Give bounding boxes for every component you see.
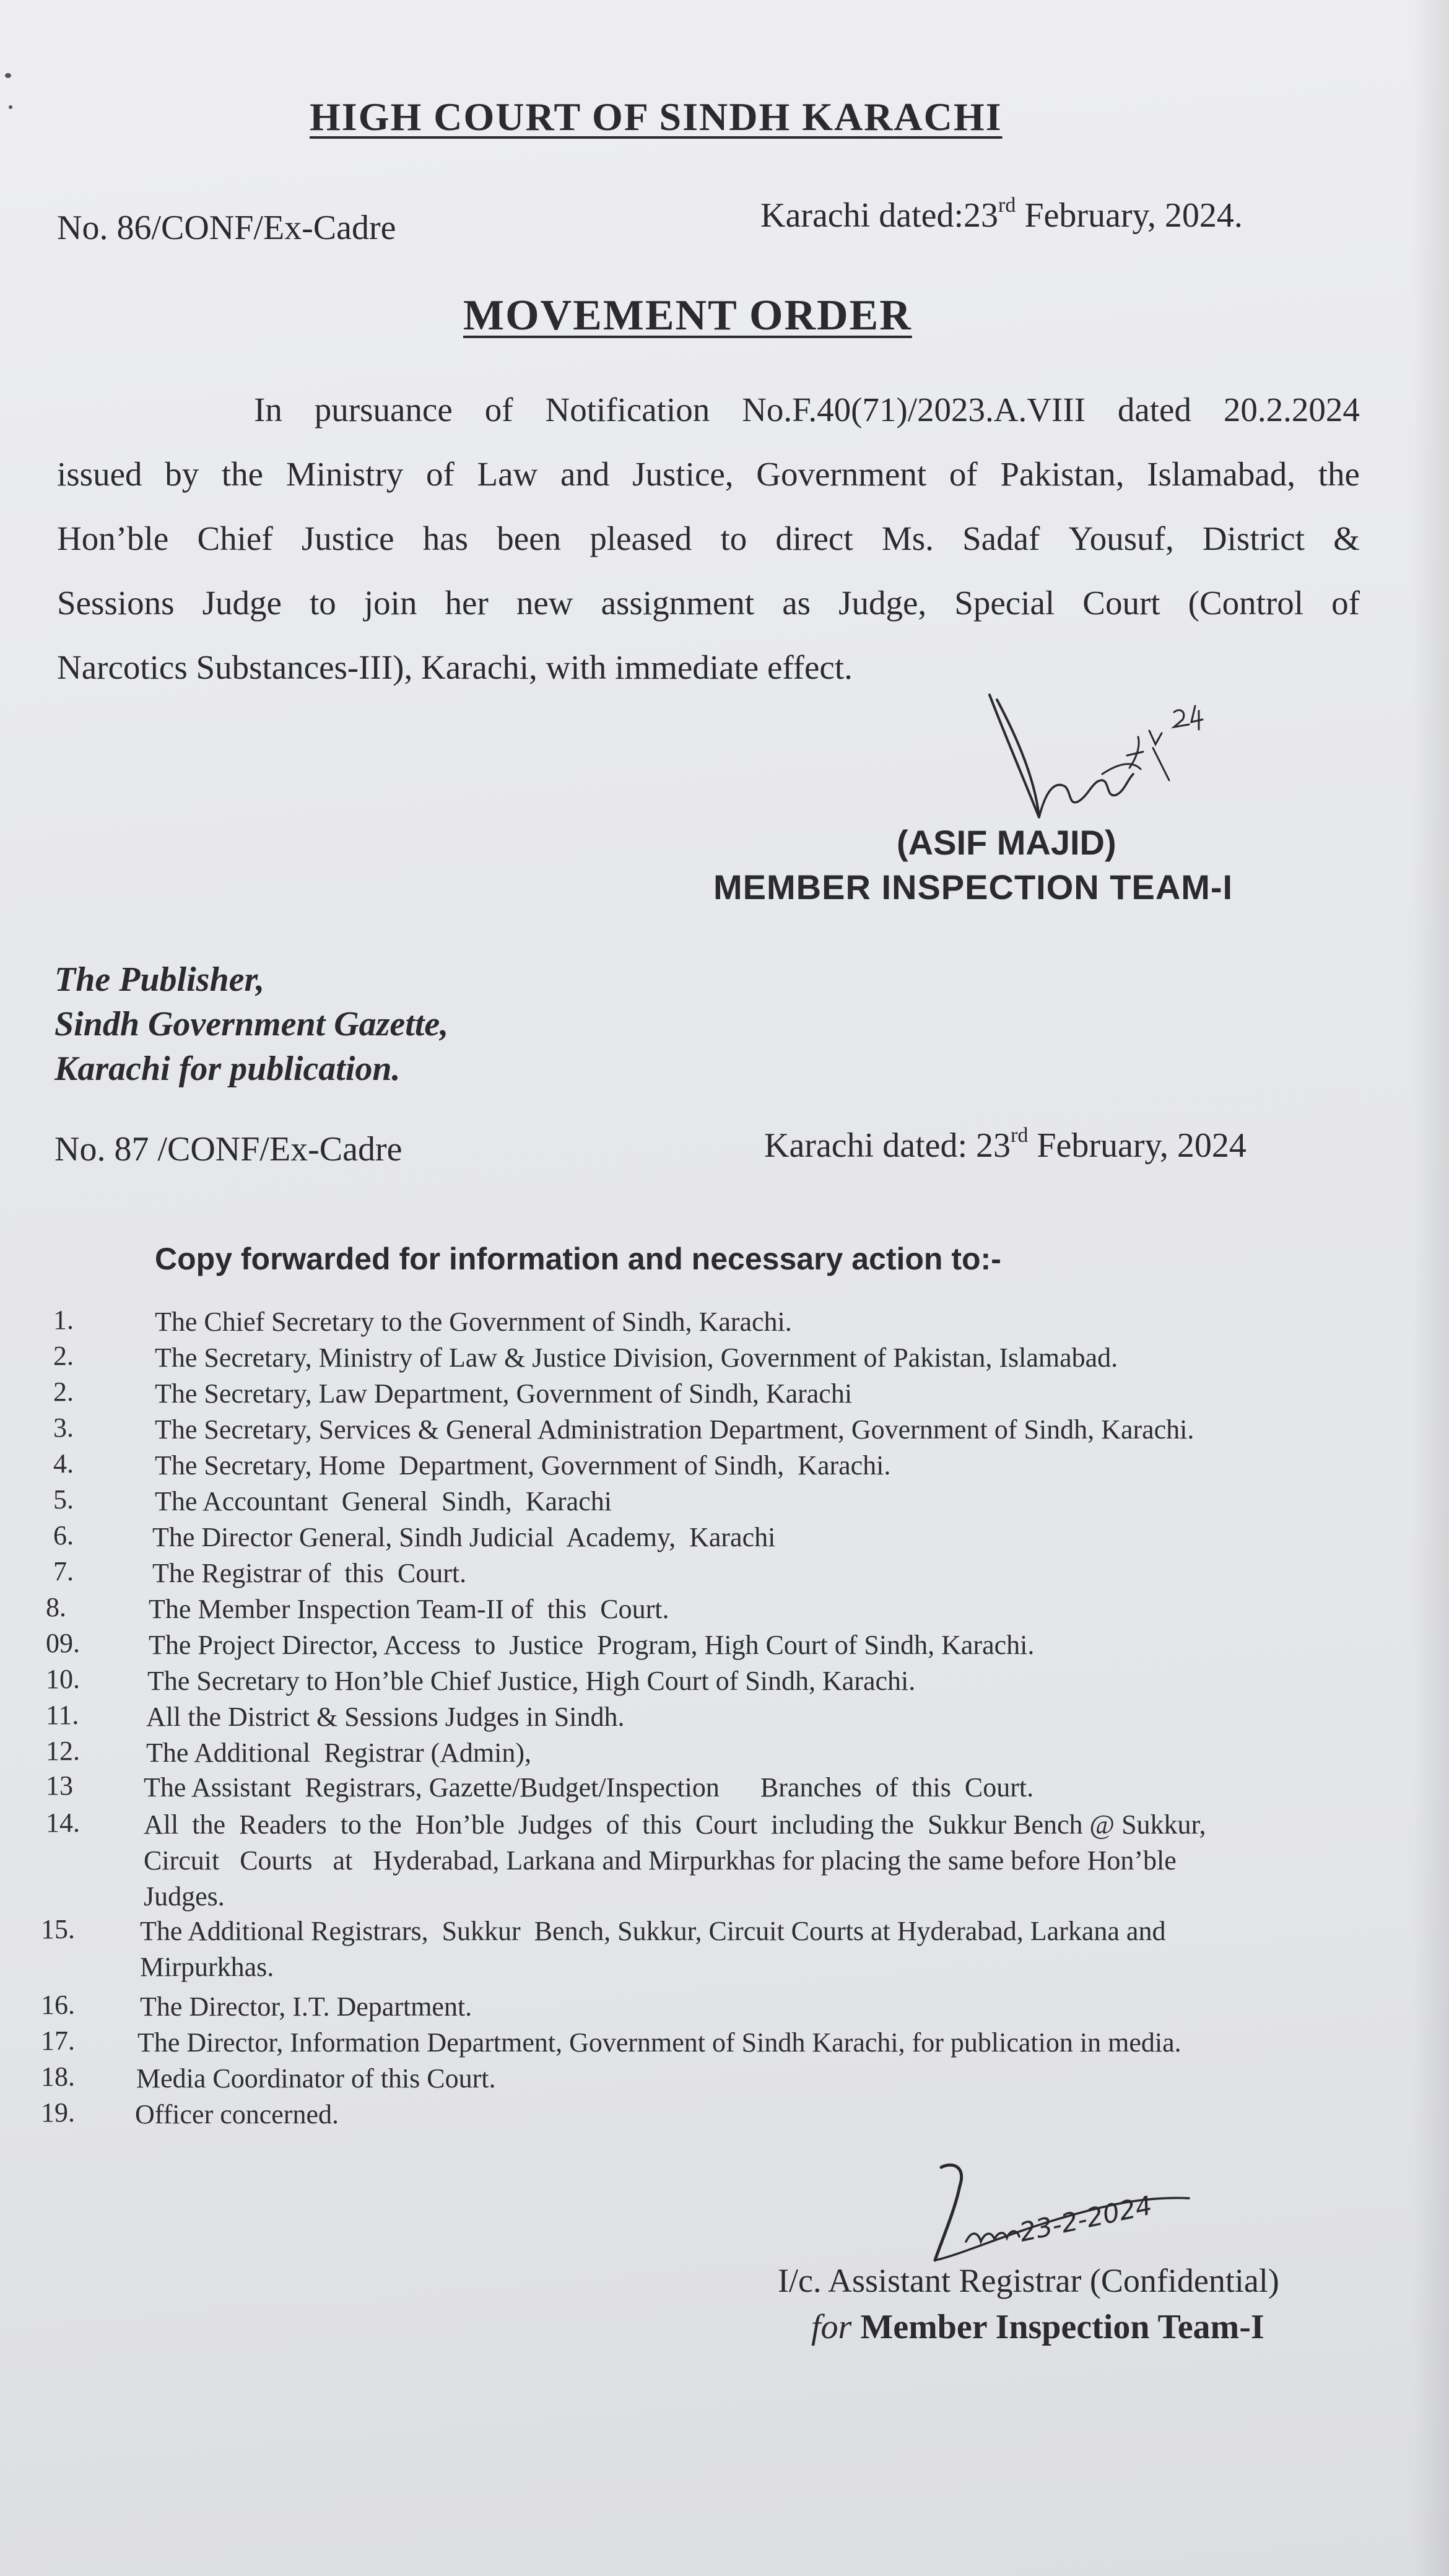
distribution-item-number: 11. [46, 1700, 79, 1730]
order-word: pleased [590, 520, 692, 557]
distribution-item-number: 5. [53, 1484, 74, 1515]
paper-speck [9, 105, 12, 109]
order-paragraph-line [57, 519, 1360, 583]
order-word: Narcotics Substances-III), Karachi, with immediate effect. [57, 648, 853, 686]
distribution-item-number: 15. [41, 1914, 75, 1944]
distribution-item-line: Media Coordinator of this Court. [136, 2063, 496, 2094]
signatory-title: MEMBER INSPECTION TEAM-I [713, 868, 1234, 907]
order-word: Chief [197, 520, 273, 557]
order-word: been [497, 520, 562, 557]
publisher-line-3: Karachi for publication. [54, 1050, 401, 1088]
order-word: Ms. [881, 520, 934, 557]
order-date [760, 196, 1243, 235]
order-word: Sadaf [962, 520, 1040, 557]
distribution-item-text [149, 1591, 1368, 1627]
order-word: join [363, 584, 417, 622]
copy-date-sup: rd [1011, 1124, 1029, 1147]
distribution-item-text [135, 2097, 1368, 2133]
distribution-item-line: The Secretary, Services & General Administration Department, Government of Sindh, Karachi. [155, 1414, 1194, 1445]
distribution-item-number: 17. [41, 2026, 75, 2056]
distribution-item-line: The Secretary to Hon’ble Chief Justice, High Court of Sindh, Karachi. [147, 1666, 916, 1696]
registrar-for-team: Member Inspection Team-I [851, 2308, 1264, 2346]
order-word: & [1333, 520, 1360, 557]
order-word: Hon’ble [57, 520, 169, 557]
distribution-item-number: 2. [53, 1341, 74, 1371]
distribution-item-line: Circuit Courts at Hyderabad, Larkana and Mirpurkhas for placing the same before Hon’ble [144, 1845, 1177, 1876]
distribution-item-line: Mirpurkhas. [140, 1952, 274, 1982]
distribution-item-line: The Chief Secretary to the Government of Sindh, Karachi. [155, 1307, 792, 1337]
distribution-item-text [155, 1412, 1368, 1448]
distribution-item-text [152, 1520, 1368, 1556]
distribution-item-number: 14. [46, 1808, 80, 1838]
order-word: as [782, 584, 811, 622]
order-title: MOVEMENT ORDER [463, 292, 912, 339]
copy-date-prefix: Karachi dated: 23 [764, 1126, 1011, 1165]
registrar-title: I/c. Assistant Registrar (Confidential) [778, 2262, 1279, 2299]
distribution-item-line: The Director, I.T. Department. [140, 1991, 472, 2022]
order-word: Justice, [632, 455, 734, 493]
distribution-item-text [152, 1556, 1368, 1591]
order-word: Islamabad, [1147, 455, 1295, 493]
distribution-item-line: The Additional Registrar (Admin), [146, 1738, 531, 1768]
distribution-item-number: 10. [46, 1664, 80, 1694]
distribution-item-line: All the Readers to the Hon’ble Judges of this Court including the Sukkur Bench @ Sukkur, [144, 1809, 1206, 1840]
order-word: of [949, 455, 978, 493]
order-date-suffix: February, 2024. [1016, 196, 1243, 235]
distribution-item-number: 2. [53, 1377, 74, 1407]
distribution-item-number: 09. [46, 1628, 80, 1658]
handwritten-signature-1 [978, 687, 1238, 836]
copy-date-suffix: February, 2024 [1028, 1126, 1247, 1165]
order-word: Justice [301, 520, 394, 557]
order-word: pursuance [314, 391, 453, 429]
order-word: of [425, 455, 455, 493]
distribution-item-line: The Secretary, Law Department, Government of Sindh, Karachi [155, 1378, 853, 1409]
distribution-item-number: 1. [53, 1305, 74, 1335]
order-word: Judge [202, 584, 282, 622]
copy-date [764, 1126, 1247, 1165]
distribution-item-line: The Assistant Registrars, Gazette/Budget/Inspection Branches of this Court. [144, 1772, 1034, 1803]
order-word: the [1318, 455, 1360, 493]
order-word: Judge, [838, 584, 927, 622]
copy-heading: Copy forwarded for information and necessary action to:- [155, 1242, 1001, 1276]
distribution-item-number: 8. [46, 1592, 66, 1622]
distribution-item-text [155, 1304, 1368, 1340]
order-word: Yousuf, [1068, 520, 1174, 557]
distribution-item-number: 4. [53, 1448, 74, 1479]
distribution-item-text [146, 1699, 1368, 1735]
order-word: Law [477, 455, 538, 493]
order-word: District [1202, 520, 1305, 557]
order-word: her [445, 584, 489, 622]
distribution-item-text [144, 1770, 1368, 1806]
distribution-item-text [137, 2025, 1368, 2061]
distribution-item-number: 7. [53, 1556, 74, 1586]
order-date-prefix: Karachi dated:23 [760, 196, 999, 235]
distribution-item-line: The Secretary, Home Department, Government of Sindh, Karachi. [155, 1450, 891, 1481]
order-word: direct [775, 520, 853, 557]
copy-reference-number: No. 87 /CONF/Ex-Cadre [54, 1130, 402, 1168]
distribution-item-text [155, 1340, 1368, 1376]
order-word: and [560, 455, 610, 493]
distribution-item-line: The Accountant General Sindh, Karachi [155, 1486, 612, 1516]
distribution-item-text [140, 1989, 1368, 2025]
distribution-item-line: All the District & Sessions Judges in Sindh. [146, 1702, 625, 1732]
distribution-item-text [147, 1663, 1368, 1699]
distribution-item-text [136, 2061, 1368, 2097]
distribution-item-line: Officer concerned. [135, 2099, 339, 2130]
distribution-item-text [155, 1484, 1368, 1520]
distribution-item-number: 6. [53, 1520, 74, 1551]
distribution-item-number: 12. [46, 1736, 80, 1766]
order-paragraph-line [57, 455, 1360, 519]
reference-number: No. 86/CONF/Ex-Cadre [57, 209, 396, 247]
distribution-item-number: 16. [41, 1990, 75, 2020]
registrar-for-word: for [811, 2308, 852, 2346]
distribution-item-text [144, 1807, 1368, 1915]
distribution-item-line: The Registrar of this Court. [152, 1558, 467, 1588]
page-edge-shadow [1412, 0, 1449, 2576]
distribution-item-text [140, 1913, 1368, 1985]
order-date-sup: rd [998, 194, 1016, 217]
distribution-item-line: The Additional Registrars, Sukkur Bench, Sukkur, Circuit Courts at Hyderabad, Larkana and [140, 1916, 1166, 1946]
publisher-line-2: Sindh Government Gazette, [54, 1005, 449, 1043]
distribution-item-number: 13 [46, 1770, 73, 1801]
order-word: by [165, 455, 199, 493]
order-word: to [720, 520, 747, 557]
distribution-item-line: Judges. [144, 1881, 225, 1912]
order-word: In [254, 391, 282, 429]
order-word: the [221, 455, 264, 493]
order-word: dated [1117, 391, 1191, 429]
distribution-item-line: The Project Director, Access to Justice Program, High Court of Sindh, Karachi. [149, 1630, 1035, 1660]
order-word: No.F.40(71)/2023.A.VIII [742, 391, 1086, 429]
order-word: of [1331, 584, 1360, 622]
signatory-name: (ASIF MAJID) [897, 823, 1116, 862]
order-word: new [516, 584, 573, 622]
order-word: Pakistan, [1000, 455, 1125, 493]
distribution-item-text [146, 1735, 1368, 1771]
publisher-line-1: The Publisher, [54, 960, 265, 999]
order-word: Sessions [57, 584, 175, 622]
distribution-item-number: 18. [41, 2061, 75, 2092]
distribution-item-text [155, 1376, 1368, 1412]
order-word: Government [756, 455, 927, 493]
order-word: issued [57, 455, 142, 493]
distribution-item-line: The Secretary, Ministry of Law & Justice Division, Government of Pakistan, Islamabad. [155, 1342, 1118, 1373]
distribution-item-line: The Member Inspection Team-II of this Court. [149, 1594, 669, 1624]
order-word: 20.2.2024 [1223, 391, 1360, 429]
signature-date: 23-2-2024 [1016, 2190, 1155, 2248]
order-word: (Control [1188, 584, 1304, 622]
order-word: of [484, 391, 513, 429]
registrar-for-line [811, 2307, 1264, 2347]
distribution-item-text [155, 1448, 1368, 1484]
distribution-item-number: 3. [53, 1412, 74, 1443]
order-word: assignment [601, 584, 755, 622]
order-word: Notification [545, 391, 710, 429]
distribution-item-number: 19. [41, 2097, 75, 2128]
distribution-item-text [149, 1627, 1368, 1663]
order-paragraph-line [57, 583, 1360, 648]
handwritten-signature-2 [916, 2149, 1214, 2273]
order-paragraph [57, 390, 1360, 712]
distribution-item-line: The Director General, Sindh Judicial Academy, Karachi [152, 1522, 776, 1552]
order-word: Court [1082, 584, 1160, 622]
distribution-item-line: The Director, Information Department, Government of Sindh Karachi, for publication in media. [137, 2027, 1181, 2058]
order-word: has [422, 520, 469, 557]
court-title: HIGH COURT OF SINDH KARACHI [310, 95, 1003, 139]
order-word: to [310, 584, 336, 622]
order-word: Special [954, 584, 1055, 622]
order-word: Ministry [285, 455, 404, 493]
order-paragraph-line [57, 390, 1360, 455]
paper-speck [5, 73, 11, 78]
